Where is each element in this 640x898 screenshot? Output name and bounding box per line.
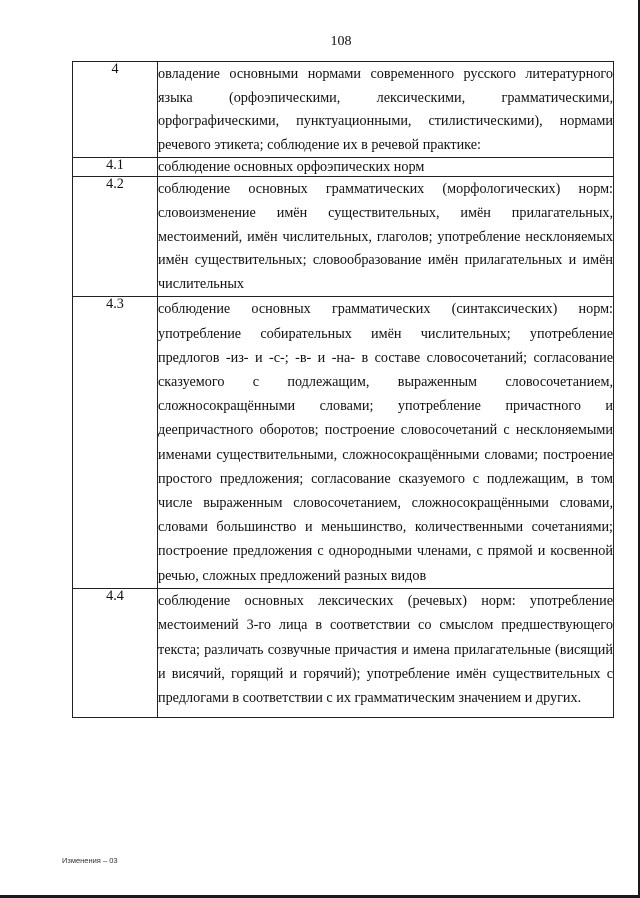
table-row [73, 588, 614, 717]
row-description: соблюдение основных лексических (речевых) норм: употребление местоимений 3-го лица в соответствии со смыслом предшествующего текста; различать созвучные причастия и имена прилагательные (висящий и висячий, горящий и горячий); употребление имён существительных с предлогами в соответствии с их грамматическим значением и других. [158, 588, 614, 717]
requirements-table [72, 61, 614, 718]
table-row [73, 158, 614, 177]
table-row [73, 62, 614, 158]
row-code: 4 [73, 62, 158, 158]
row-code: 4.1 [73, 158, 158, 177]
page-number: 108 [330, 34, 352, 49]
row-description: соблюдение основных грамматических (синтаксических) норм: употребление собирательных имён числительных; употребление предлогов -из- и -с-; -в- и -на- в составе словосочетаний; согласование сказуемого с подлежащим, выраженным словосочетанием, сложносокращёнными словами; употребление причастного и деепричастного оборотов; построение словосочетаний с несклоняемыми именами существительными, сложносокращёнными словами; построение простого предложения; согласование сказуемого с подлежащим, в том числе выраженным словосочетанием, сложносокращёнными словами, словами большинство и меньшинство, количественными сочетаниями; построение предложения с однородными членами, с прямой и косвенной речью, сложных предложений разных видов [158, 297, 614, 588]
table-row [73, 297, 614, 588]
page-footer: Изменения – 03 [62, 856, 118, 865]
table-row [73, 177, 614, 297]
row-code: 4.3 [73, 297, 158, 588]
row-code: 4.2 [73, 177, 158, 297]
row-description: соблюдение основных орфоэпических норм [158, 158, 614, 177]
row-description: соблюдение основных грамматических (морфологических) норм: словоизменение имён существительных, имён прилагательных, местоимений, имён числительных, глаголов; употребление несклоняемых имён существительных; словообразование имён прилагательных и имён числительных [158, 177, 614, 297]
row-code: 4.4 [73, 588, 158, 717]
row-description: овладение основными нормами современного русского литературного языка (орфоэпическими, лексическими, грамматическими, орфографическими, пунктуационными, стилистическими), нормами речевого этикета; соблюдение их в речевой практике: [158, 62, 614, 158]
